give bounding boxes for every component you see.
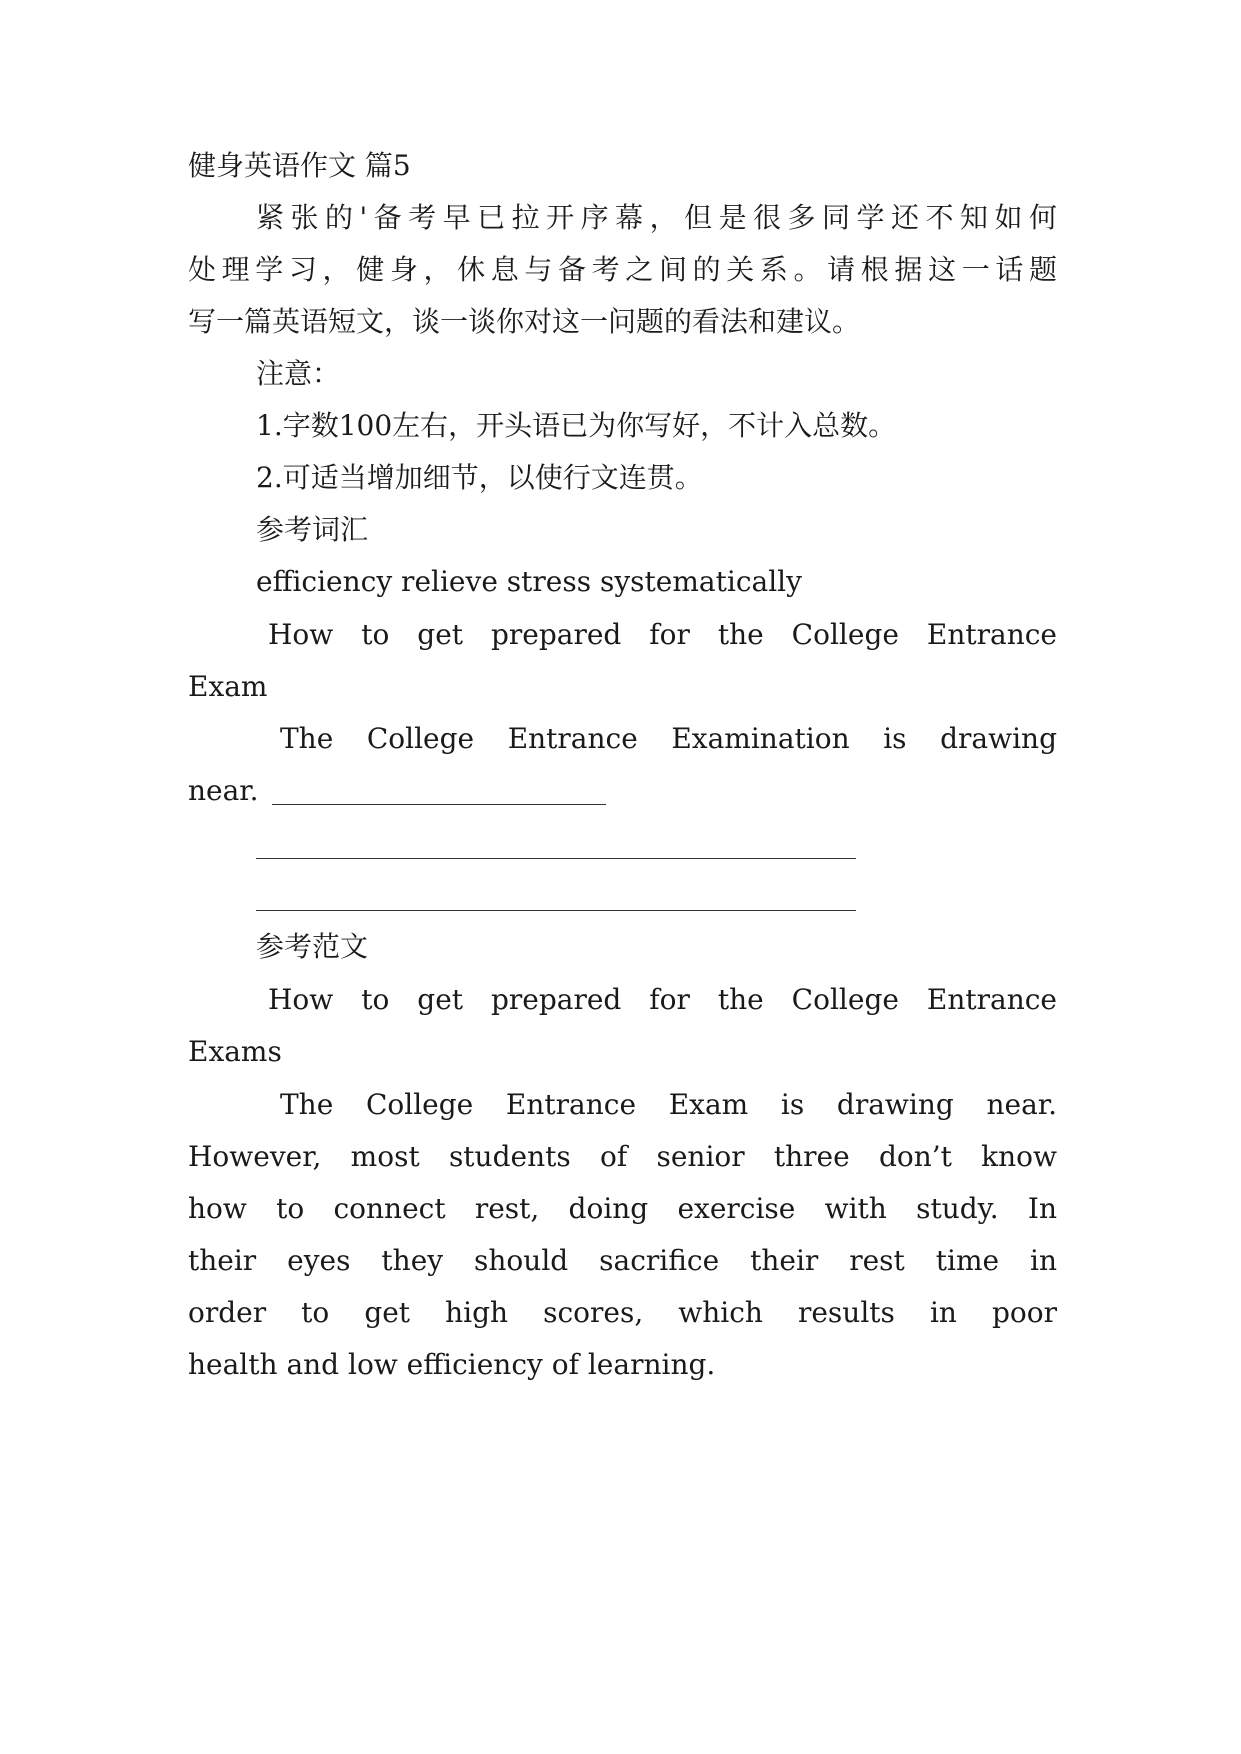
answer-blank-line-1 [272, 804, 606, 805]
notes-heading: 注意： [256, 357, 341, 390]
vocab-heading: 参考词汇 [256, 513, 369, 546]
prompt-opening-line-1: The College Entrance Examination is drawing [280, 722, 1057, 755]
answer-blank-line-3 [256, 910, 856, 911]
sample-body-line-6: health and low efficiency of learning. [188, 1348, 716, 1381]
note-item-1: 1.字数100左右，开头语已为你写好，不计入总数。 [256, 409, 897, 442]
note-item-2: 2.可适当增加细节，以使行文连贯。 [256, 461, 703, 494]
prompt-title-line-2: Exam [188, 670, 268, 703]
prompt-opening-line-2: near. [188, 774, 259, 807]
prompt-title-line-1: How to get prepared for the College Entrance [268, 618, 1057, 651]
answer-blank-line-2 [256, 858, 856, 859]
intro-line-1: 紧张的'备考早已拉开序幕，但是很多同学还不知如何 [256, 201, 1057, 234]
essay-title: 健身英语作文 篇5 [188, 149, 411, 182]
sample-body-line-3: how to connect rest, doing exercise with study. In [188, 1192, 1057, 1225]
sample-title-line-1: How to get prepared for the College Entrance [268, 983, 1057, 1016]
vocab-words: efficiency relieve stress systematically [256, 565, 802, 598]
sample-body-line-4: their eyes they should sacrifice their rest time in [188, 1244, 1057, 1277]
intro-line-2: 处理学习，健身，休息与备考之间的关系。请根据这一话题 [188, 253, 1057, 286]
sample-body-line-5: order to get high scores, which results in poor [188, 1296, 1057, 1329]
sample-heading: 参考范文 [256, 930, 369, 963]
sample-body-line-1: The College Entrance Exam is drawing near. [280, 1088, 1057, 1121]
sample-title-line-2: Exams [188, 1035, 282, 1068]
sample-body-line-2: However, most students of senior three don’t know [188, 1140, 1057, 1173]
intro-line-3: 写一篇英语短文，谈一谈你对这一问题的看法和建议。 [188, 305, 861, 338]
